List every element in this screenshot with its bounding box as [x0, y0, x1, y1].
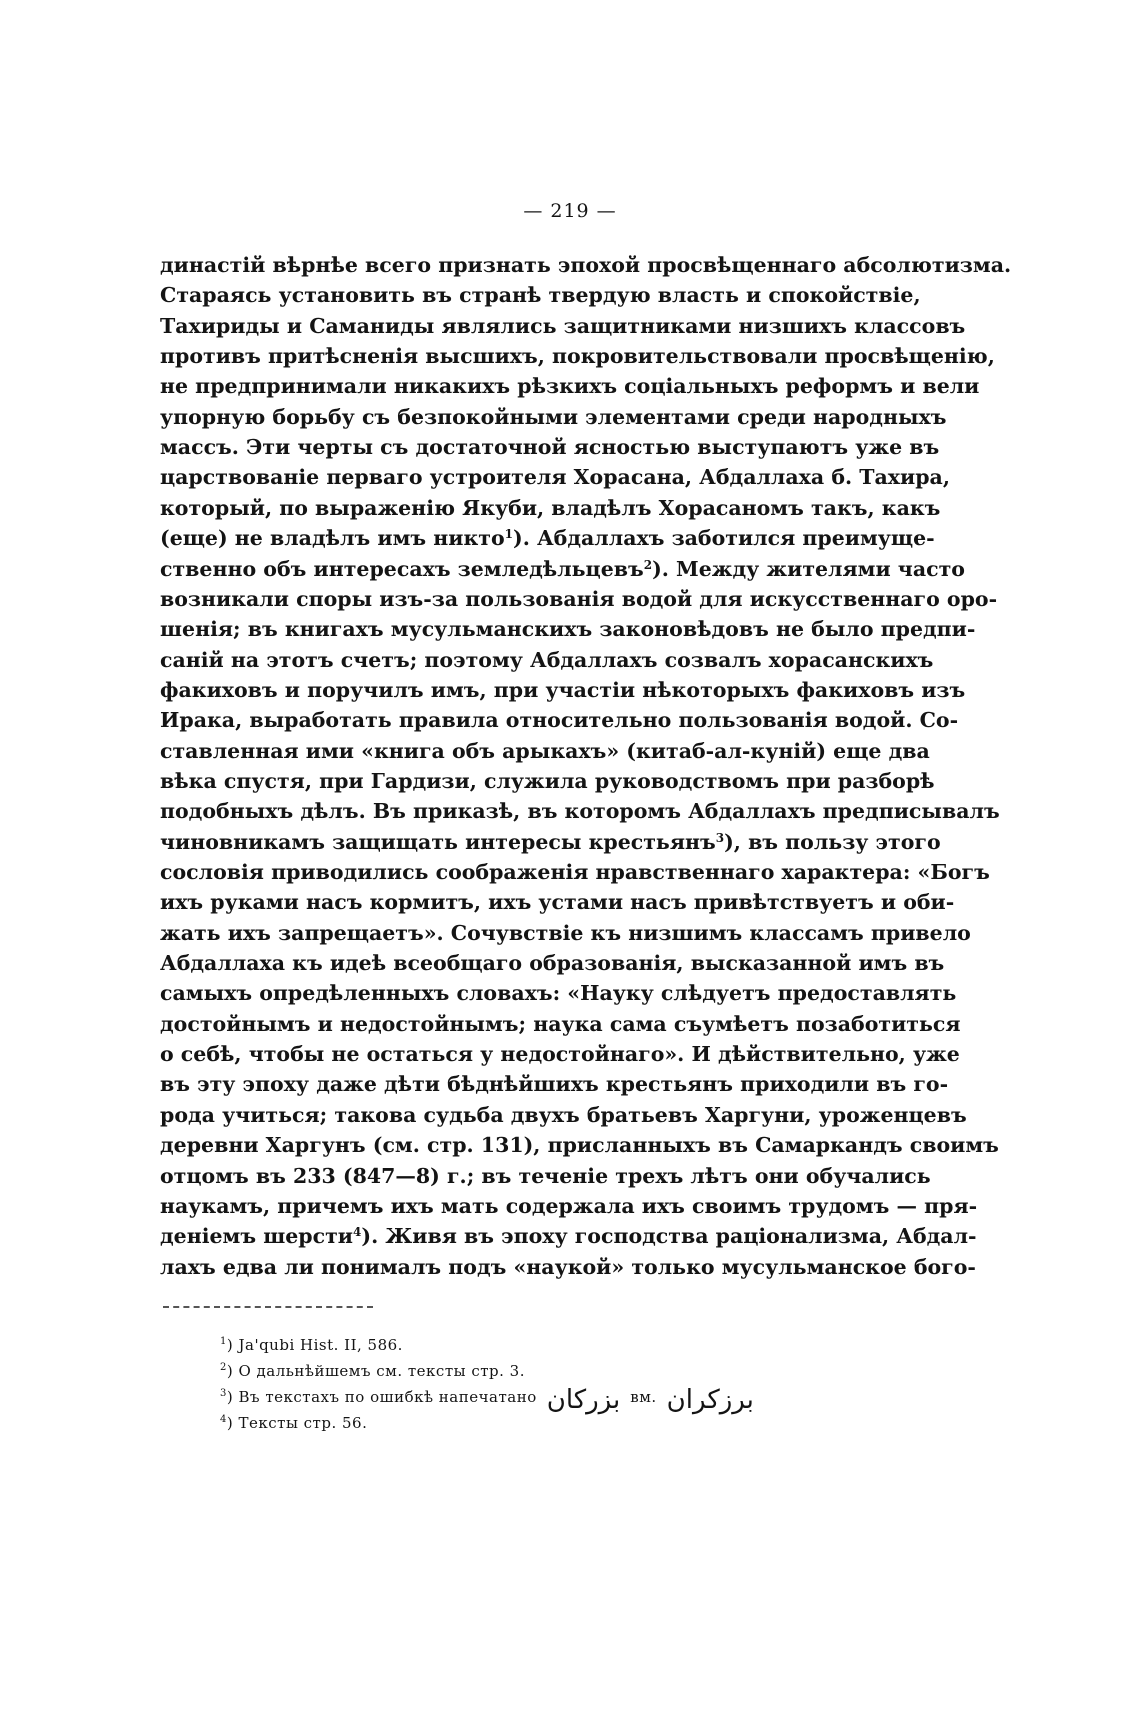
text-segment: деніемъ шерсти — [160, 1224, 354, 1249]
footnote-reference: 4 — [353, 1225, 362, 1240]
text-line — [160, 341, 995, 371]
text-segment: упорную борьбу съ безпокойными элементами среди народныхъ — [160, 404, 947, 429]
text-segment: достойнымъ и недостойнымъ; наука сама съумѣетъ позаботиться — [160, 1011, 961, 1036]
text-segment: вѣка спустя, при Гардизи, служила руководствомъ при разборѣ — [160, 768, 935, 793]
text-line — [160, 432, 940, 462]
text-segment: рода учиться; такова судьба двухъ братьевъ Харгуни, уроженцевъ — [160, 1102, 967, 1127]
text-segment: который, по выраженію Якуби, владѣлъ Хорасаномъ такъ, какъ — [160, 495, 941, 520]
footnote-reference: 3 — [715, 830, 725, 845]
footnote-marker: 3 — [220, 1388, 227, 1399]
text-line — [160, 948, 945, 978]
text-line — [160, 462, 950, 492]
text-line — [160, 675, 966, 705]
text-segment: ставленная ими «книга объ арыкахъ» (китаб-ал-куній) еще два — [160, 738, 930, 763]
text-line — [160, 1100, 967, 1130]
text-line — [160, 1009, 961, 1039]
text-segment: ). Живя въ эпоху господства раціонализма, Абдал- — [361, 1224, 977, 1249]
text-line — [160, 1191, 978, 1221]
page-number: — 219 — — [523, 200, 617, 222]
footnote-text-mid: вм. — [630, 1388, 657, 1406]
footnote-reference: 2 — [643, 557, 653, 572]
text-segment: факиховъ и поручилъ имъ, при участіи нѣкоторыхъ факиховъ изъ — [160, 677, 966, 702]
text-segment: не предпринимали никакихъ рѣзкихъ соціальныхъ реформъ и вели — [160, 374, 980, 399]
text-segment: противъ притѣсненія высшихъ, покровительствовали просвѣщенію, — [160, 344, 995, 369]
text-segment: массъ. Эти черты съ достаточной ясностью выступаютъ уже въ — [160, 435, 940, 460]
text-line — [160, 796, 1000, 826]
text-segment: Стараясь установить въ странѣ твердую власть и спокойствіе, — [160, 283, 921, 308]
text-segment: наукамъ, причемъ ихъ мать содержала ихъ своимъ трудомъ — пря- — [160, 1193, 978, 1218]
text-line — [160, 584, 998, 614]
text-line — [160, 371, 980, 401]
text-line — [160, 523, 935, 553]
text-line — [160, 311, 966, 341]
text-segment: ), въ пользу этого — [724, 829, 941, 854]
text-segment: династій вѣрнѣе всего признать эпохой просвѣщеннаго абсолютизма. — [160, 253, 1012, 277]
text-line — [160, 736, 930, 766]
text-segment: чиновникамъ защищать интересы крестьянъ — [160, 829, 716, 854]
footnote-separator — [163, 1306, 373, 1308]
text-line — [160, 887, 955, 917]
footnote-text: ) Въ текстахъ по ошибкѣ напечатано — [226, 1388, 537, 1406]
footnote-3 — [220, 1385, 764, 1415]
text-line — [160, 1039, 960, 1069]
text-segment: подобныхъ дѣлъ. Въ приказѣ, въ которомъ Абдаллахъ предписывалъ — [160, 799, 1000, 824]
text-segment: ихъ руками насъ кормитъ, ихъ устами насъ привѣтствуетъ и оби- — [160, 890, 955, 915]
text-line — [160, 1221, 977, 1251]
text-segment: (еще) не владѣлъ имъ никто — [160, 526, 505, 551]
text-line — [160, 250, 1012, 280]
text-line — [160, 1252, 976, 1282]
text-segment: о себѣ, чтобы не остаться у недостойнаго». И дѣйствительно, уже — [160, 1042, 960, 1067]
text-segment: возникали споры изъ-за пользованія водой для искусственнаго оро- — [160, 586, 998, 611]
text-line — [160, 493, 941, 523]
arabic-word-correct: برزكران — [666, 1385, 754, 1415]
text-line — [160, 280, 921, 310]
text-line — [160, 857, 990, 887]
text-line — [160, 705, 959, 735]
text-segment: царствованіе перваго устроителя Хорасана, Абдаллаха б. Тахира, — [160, 465, 950, 490]
text-segment: ). Абдаллахъ заботился преимуще- — [513, 526, 935, 551]
text-segment: отцомъ въ 233 (847—8) г.; въ теченіе трехъ лѣтъ они обучались — [160, 1163, 931, 1188]
text-segment: ственно объ интересахъ земледѣльцевъ — [160, 556, 644, 581]
text-line — [160, 1069, 949, 1099]
text-line — [160, 645, 934, 675]
text-segment: Тахириды и Саманиды являлись защитниками низшихъ классовъ — [160, 313, 966, 338]
text-segment: Ирака, выработать правила относительно пользованія водой. Со- — [160, 708, 959, 733]
text-segment: саній на этотъ счетъ; поэтому Абдаллахъ созвалъ хорасанскихъ — [160, 647, 934, 672]
text-segment: шенія; въ книгахъ мусульманскихъ законовѣдовъ не было предпи- — [160, 617, 976, 642]
footnote-text: ) Тексты стр. 56. — [226, 1414, 368, 1432]
text-segment: лахъ едва ли понималъ подъ «наукой» только мусульманское бого- — [160, 1254, 976, 1279]
text-segment: въ эту эпоху даже дѣти бѣднѣйшихъ крестьянъ приходили въ го- — [160, 1072, 949, 1097]
text-line — [160, 978, 957, 1008]
text-line — [160, 1130, 999, 1160]
footnote-marker: 4 — [220, 1414, 227, 1425]
text-segment: жать ихъ запрещаетъ». Сочувствіе къ низшимъ классамъ привело — [160, 920, 971, 945]
text-segment: Абдаллаха къ идеѣ всеобщаго образованія, высказанной имъ въ — [160, 951, 945, 976]
footnote-text: ) Ja'qubi Hist. II, 586. — [226, 1336, 403, 1354]
text-line — [160, 402, 947, 432]
footnote-marker: 1 — [220, 1336, 227, 1347]
text-segment: ). Между жителями часто — [652, 556, 965, 581]
footnote-2 — [220, 1361, 525, 1381]
text-segment: самыхъ опредѣленныхъ словахъ: «Науку слѣдуетъ предоставлять — [160, 981, 957, 1006]
footnote-text: ) О дальнѣйшемъ см. тексты стр. 3. — [226, 1362, 525, 1380]
text-line — [160, 827, 941, 857]
text-line — [160, 918, 971, 948]
footnote-4 — [220, 1413, 367, 1433]
footnote-reference: 1 — [504, 527, 513, 542]
arabic-word-misprint: بزركان — [546, 1385, 621, 1415]
text-line — [160, 614, 976, 644]
text-line — [160, 766, 935, 796]
text-segment: деревни Харгунъ (см. стр. 131), присланныхъ въ Самаркандъ своимъ — [160, 1133, 999, 1158]
footnote-1 — [220, 1335, 403, 1355]
text-line — [160, 1161, 931, 1191]
text-line — [160, 554, 965, 584]
text-segment: сословія приводились соображенія нравственнаго характера: «Богъ — [160, 860, 990, 884]
footnote-marker: 2 — [220, 1362, 227, 1373]
